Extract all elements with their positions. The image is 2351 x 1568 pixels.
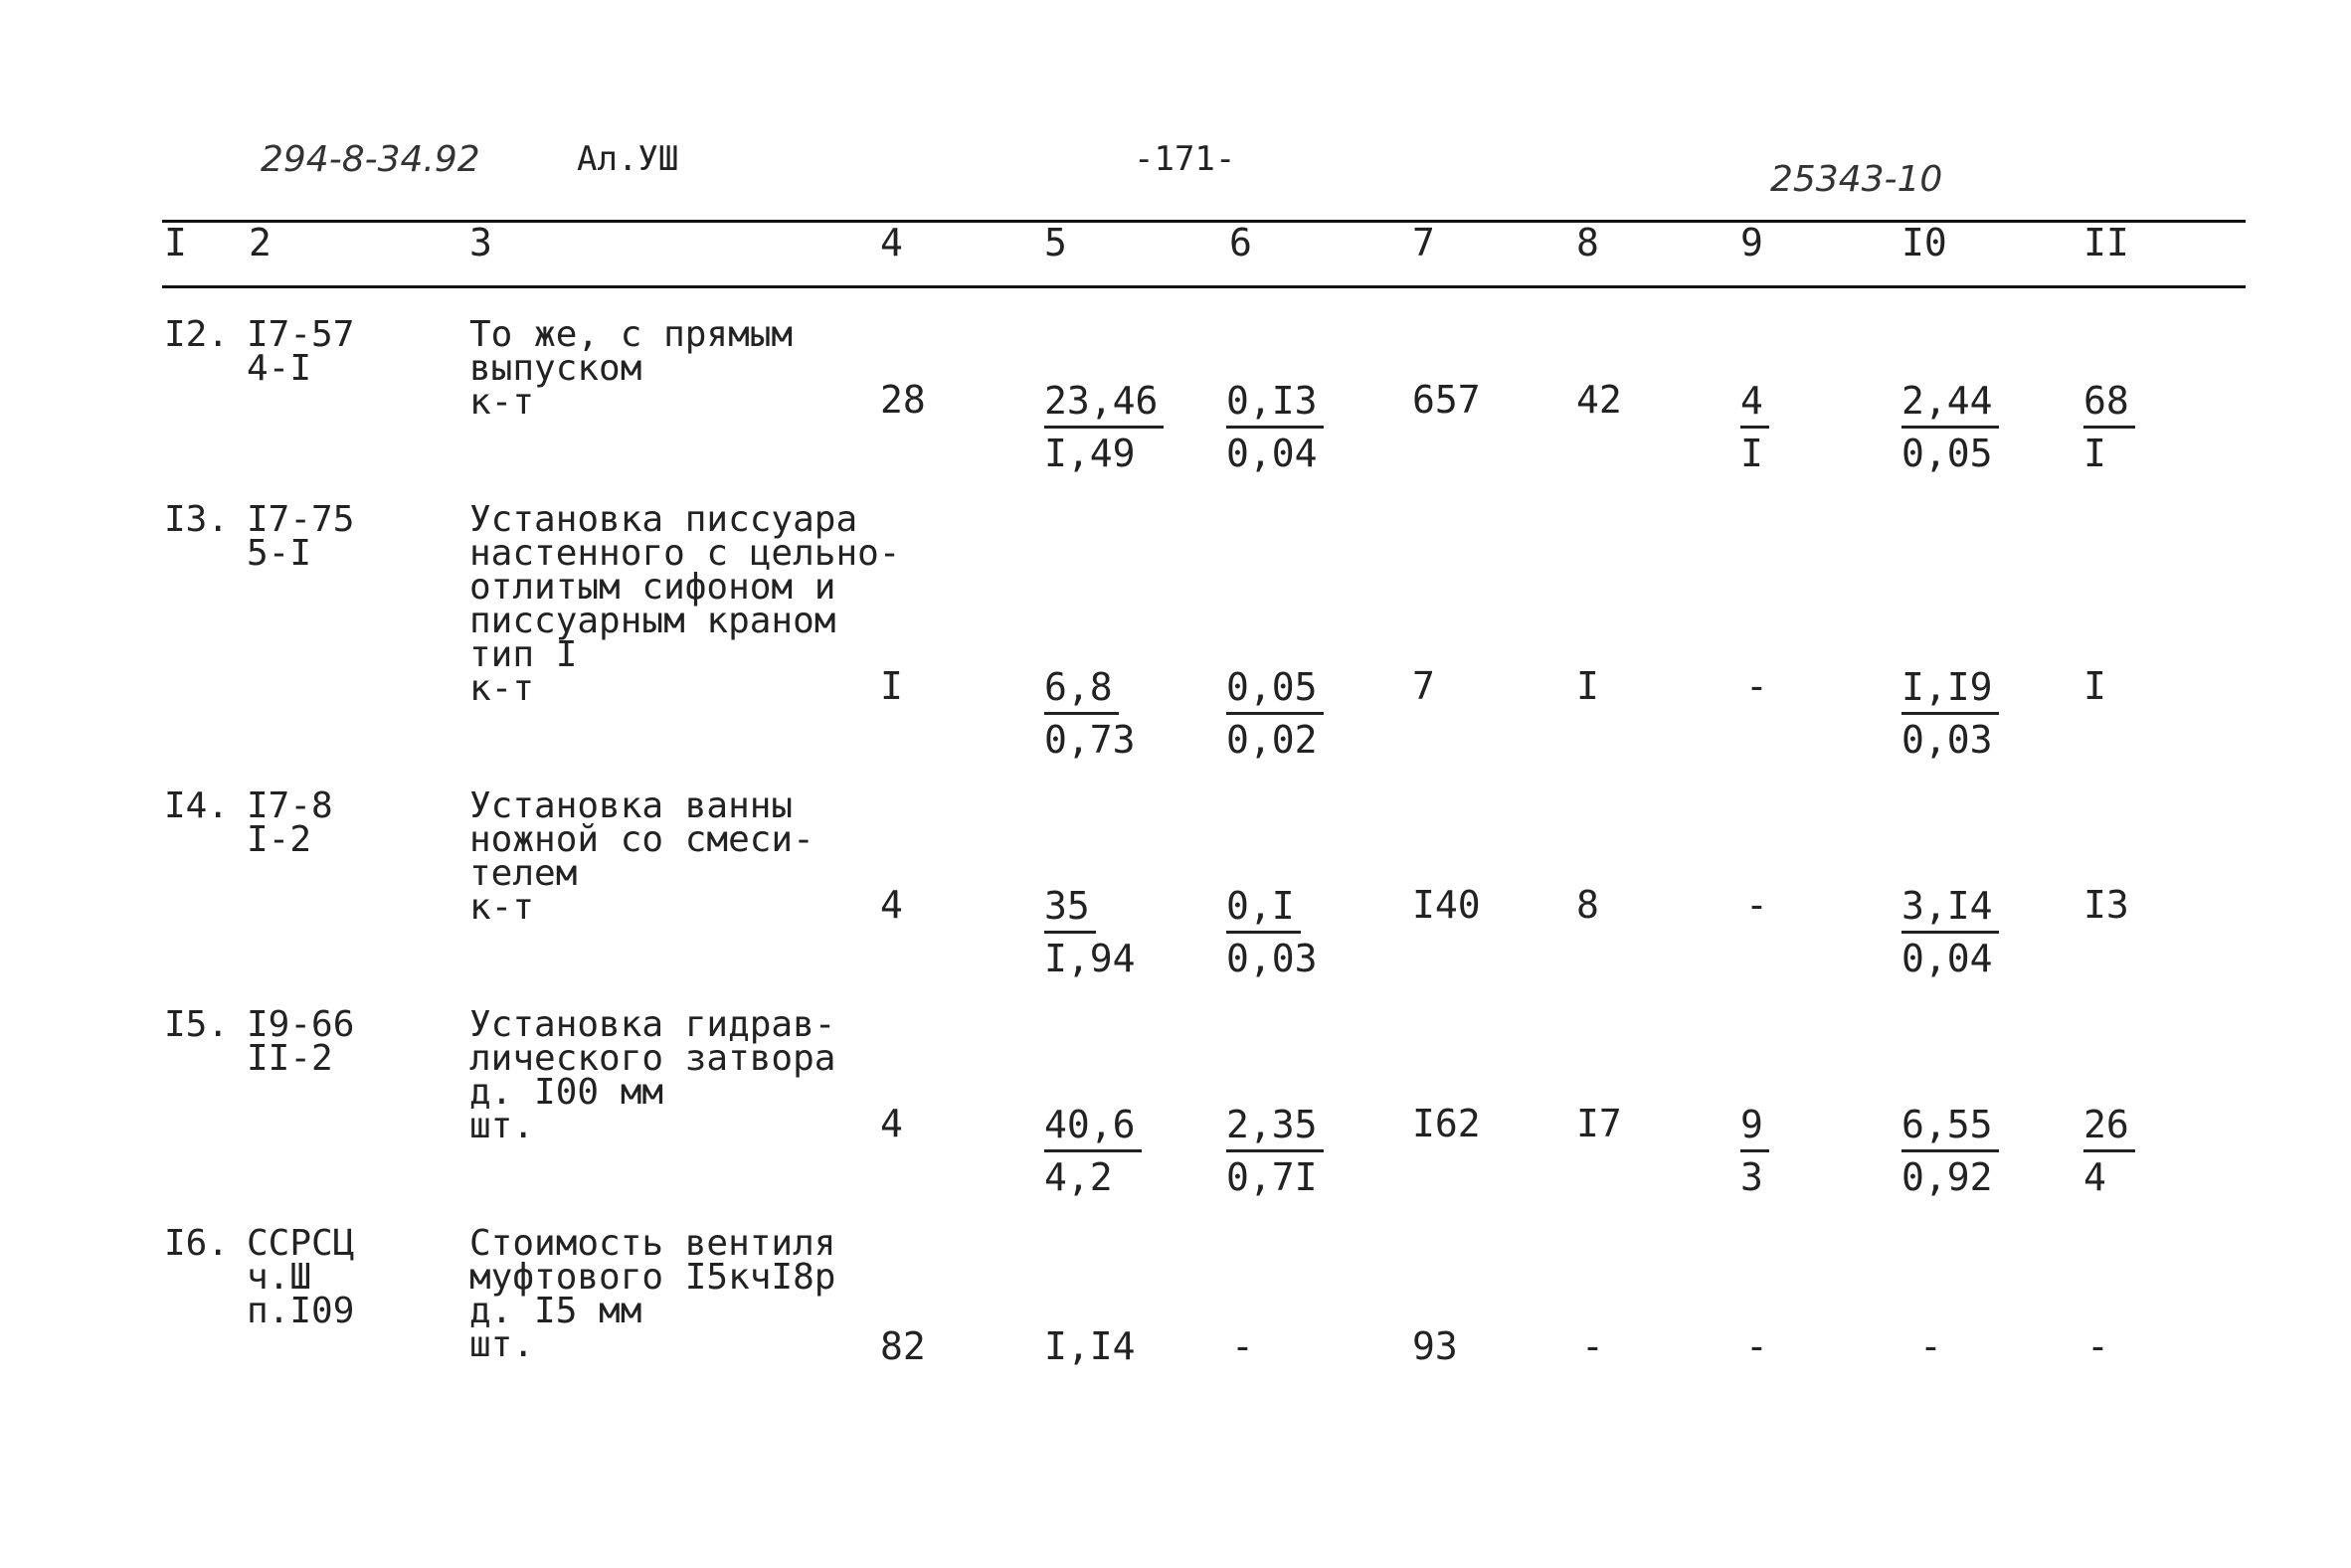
column-10-fraction: $\frac{3,I4}{0,04}$ [1901, 881, 1999, 983]
total-cost: 93 [1412, 1324, 1458, 1368]
column-8-value: I [1576, 664, 1599, 708]
column-8-value: 8 [1576, 883, 1599, 927]
column-10-fraction: $\frac{I,I9}{0,03}$ [1901, 662, 1999, 765]
total-cost: 657 [1412, 378, 1481, 422]
quantity: I [880, 664, 903, 708]
unit-cost-fraction: $\frac{6,8}{0,73}$ [1044, 662, 1136, 765]
norm-code: I7-57 4-I [247, 314, 355, 389]
total-cost: 7 [1412, 664, 1435, 708]
column-11-value: I3 [2083, 883, 2129, 927]
item-description: То же, с прямым выпуском к-т [469, 314, 794, 423]
labor-fraction: $\frac{0,I3}{0,04}$ [1226, 376, 1324, 478]
unit-cost-fraction: $\frac{23,46}{I,49}$ [1044, 376, 1164, 478]
labor-value: - [1231, 1324, 1254, 1368]
unit-cost-fraction: $\frac{40,6}{4,2}$ [1044, 1100, 1142, 1202]
col-header-6: 6 [1229, 221, 1252, 264]
norm-code: I7-8 I-2 [247, 785, 333, 860]
item-description: Установка гидрав- лического затвора д. I00 мм шт. [469, 1004, 836, 1146]
labor-fraction: $\frac{0,I}{0,03}$ [1226, 881, 1318, 983]
page-number: -171- [1134, 139, 1236, 179]
column-11-value: - [2086, 1324, 2109, 1368]
quantity: 28 [880, 378, 926, 422]
column-9-value: - [1745, 1324, 1768, 1368]
row-number: I4. [164, 785, 230, 826]
col-header-2: 2 [249, 221, 271, 264]
item-description: Стоимость вентиля муфтового I5кчI8р д. I5 мм шт. [469, 1223, 836, 1365]
column-10-fraction: $\frac{6,55}{0,92}$ [1901, 1100, 1999, 1202]
unit-cost: I,I4 [1044, 1324, 1136, 1368]
col-header-3: 3 [469, 221, 492, 264]
norm-code: ССРСЦ ч.Ш п.I09 [247, 1223, 355, 1331]
col-header-9: 9 [1740, 221, 1763, 264]
column-9-value: - [1745, 883, 1768, 927]
column-8-value: - [1581, 1324, 1604, 1368]
col-header-4: 4 [880, 221, 903, 264]
table-header-rule [162, 285, 2246, 288]
total-cost: I40 [1412, 883, 1481, 927]
unit-cost-fraction: $\frac{35}{I,94}$ [1044, 881, 1136, 983]
column-10-fraction: $\frac{2,44}{0,05}$ [1901, 376, 1999, 478]
document-code: 294-8-34.92 [261, 139, 480, 180]
row-number: I3. [164, 499, 230, 540]
column-9-value: - [1745, 664, 1768, 708]
quantity: 4 [880, 883, 903, 927]
row-number: I5. [164, 1004, 230, 1045]
column-9-fraction: $\frac{4}{I}$ [1740, 376, 1769, 478]
archive-number: 25343-10 [1770, 159, 1943, 200]
col-header-8: 8 [1576, 221, 1599, 264]
total-cost: I62 [1412, 1102, 1481, 1145]
col-header-7: 7 [1412, 221, 1435, 264]
col-header-1: I [164, 221, 187, 264]
album-label: Ал.УШ [577, 139, 679, 179]
row-number: I2. [164, 314, 230, 355]
quantity: 4 [880, 1102, 903, 1145]
column-11-fraction: $\frac{68}{I}$ [2083, 376, 2135, 478]
column-9-fraction: $\frac{9}{3}$ [1740, 1100, 1769, 1202]
quantity: 82 [880, 1324, 926, 1368]
col-header-11: II [2083, 221, 2129, 264]
labor-fraction: $\frac{0,05}{0,02}$ [1226, 662, 1324, 765]
col-header-5: 5 [1044, 221, 1067, 264]
column-8-value: 42 [1576, 378, 1622, 422]
norm-code: I9-66 II-2 [247, 1004, 355, 1079]
column-10-value: - [1919, 1324, 1942, 1368]
row-number: I6. [164, 1223, 230, 1264]
col-header-10: I0 [1901, 221, 1947, 264]
column-8-value: I7 [1576, 1102, 1622, 1145]
labor-fraction: $\frac{2,35}{0,7I}$ [1226, 1100, 1324, 1202]
column-11-fraction: $\frac{26}{4}$ [2083, 1100, 2135, 1202]
norm-code: I7-75 5-I [247, 499, 355, 574]
column-11-value: I [2083, 664, 2106, 708]
item-description: Установка ванны ножной со смеси- телем к-т [469, 785, 814, 928]
item-description: Установка писсуара настенного с цельно- отлитым сифоном и писсуарным краном тип I к-т [469, 499, 901, 709]
